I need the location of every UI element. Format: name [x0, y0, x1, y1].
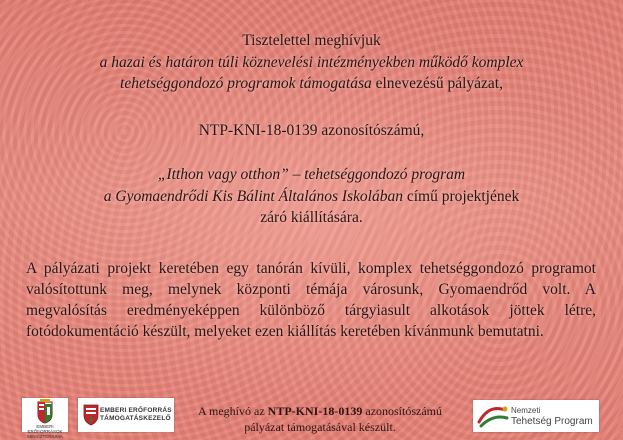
funding-note: [175, 403, 465, 435]
ntp-text: [511, 405, 593, 427]
program-name-part1: a hazai és határon túli köznevelési intézményekben működő komplex: [99, 54, 524, 71]
emet-shield-icon: [81, 403, 101, 427]
emet-logo: [78, 398, 174, 432]
school-name: a Gyomaendrődi Kis Bálint Általános Iskolában: [103, 188, 403, 205]
ministry-caption: EMBERI ERŐFORRÁSOK MINISZTÉRIUMA: [27, 424, 63, 439]
program-line: [0, 52, 623, 73]
project-title: „Itthon vagy otthon” – tehetséggondozó program: [157, 166, 466, 183]
funding-note-line1: A meghívó az NTP-KNI-18-0139 azonosítószámú: [198, 404, 442, 418]
ministry-logo: [22, 398, 68, 439]
description-line: A pályázati projekt keretében egy tanórán kívüli, komplex tehetséggondozó programot: [26, 260, 596, 277]
program-line-2: [0, 73, 623, 94]
description-line: megvalósítás eredményeképpen különböző tárgyiasult alkotások jöttek létre,: [26, 302, 596, 319]
school-line: [0, 186, 623, 207]
description-line: valósítottunk meg, melynek központi témája városunk, Gyomaendrőd volt. A: [26, 281, 596, 298]
program-suffix: elnevezésű pályázat,: [371, 75, 503, 92]
emet-line2: TÁMOGATÁSKEZELŐ: [100, 415, 171, 422]
project-title-line: [0, 164, 623, 185]
funding-code: NTP-KNI-18-0139: [267, 404, 363, 418]
coat-of-arms-icon: [22, 398, 68, 424]
ntp-swirl-icon: [475, 402, 511, 430]
description-line: fotódokumentáció készült, melyeket ezen kiállítás keretében kívánmunk bemutatni.: [26, 323, 544, 340]
school-suffix: című projektjének: [403, 188, 520, 205]
greeting-line: Tisztelettel meghívjuk: [242, 32, 381, 49]
emet-line1: EMBERI ERŐFORRÁS: [100, 407, 172, 414]
ntp-line2: Tehetség Program: [511, 416, 593, 427]
closing-exhibition-line: záró kiállítására.: [260, 209, 363, 226]
description-paragraph: [26, 258, 596, 342]
ntp-line1: Nemzeti: [511, 406, 541, 415]
ntp-logo: [473, 400, 599, 432]
funding-note-line2: pályázat támogatásával készült.: [244, 420, 396, 434]
program-name-part2: tehetséggondozó programok támogatása: [120, 75, 372, 92]
emet-text: [100, 407, 172, 423]
project-id-line: NTP-KNI-18-0139 azonosítószámú,: [198, 122, 425, 139]
